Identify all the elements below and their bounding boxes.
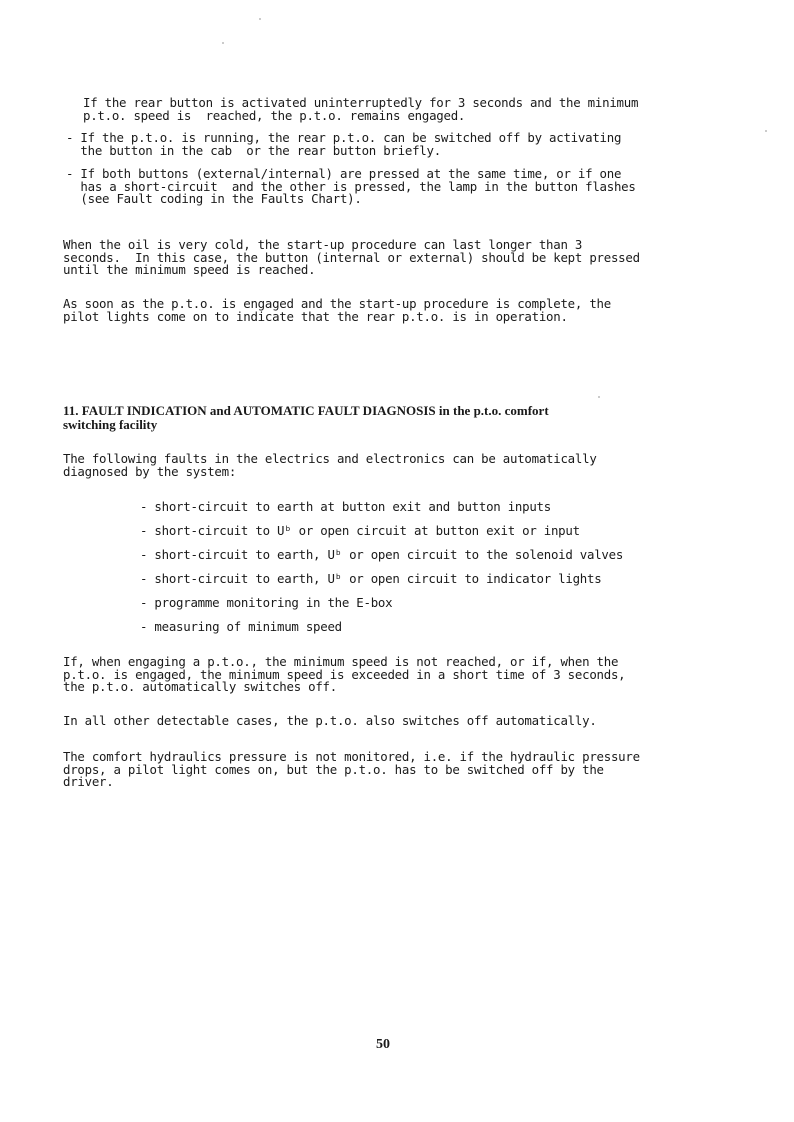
paragraph-faults-intro: The following faults in the electrics and electronics can be automatically diagnosed by the system: [63,451,597,479]
paragraph-pto-running: - If the p.t.o. is running, the rear p.t.o. can be switched off by activating the button in the cab or the rear button briefly. [66,130,622,158]
page-number: 50 [376,1037,390,1052]
list-item: - short-circuit to earth at button exit and button inputs [140,499,551,514]
paragraph-cold-oil: When the oil is very cold, the start-up procedure can last longer than 3 seconds. In this case, the button (internal or external) should be kept pressed until the minimum speed is reached. [63,237,640,277]
paragraph-hydraulics-pressure: The comfort hydraulics pressure is not monitored, i.e. if the hydraulic pressure drops, a pilot light comes on, but the p.t.o. has to be switched off by the driver. [63,749,640,789]
paragraph-rear-button: If the rear button is activated uninterruptedly for 3 seconds and the minimum p.t.o. speed is reached, the p.t.o. remains engaged. [83,95,639,123]
paragraph-other-cases: In all other detectable cases, the p.t.o. also switches off automatically. [63,713,597,728]
list-item: - short-circuit to earth, Uᵇ or open circuit to indicator lights [140,571,602,586]
paragraph-pto-engaged: As soon as the p.t.o. is engaged and the start-up procedure is complete, the pilot lights come on to indicate that the rear p.t.o. is in operation. [63,296,611,324]
section-heading: 11. FAULT INDICATION and AUTOMATIC FAULT DIAGNOSIS in the p.t.o. comfort switching facility [63,403,549,432]
list-item: - short-circuit to earth, Uᵇ or open circuit to the solenoid valves [140,547,624,562]
paragraph-both-buttons: - If both buttons (external/internal) are pressed at the same time, or if one has a short-circuit and the other is pressed, the lamp in the button flashes (see Fault coding in the Faults Chart). [66,166,636,206]
scan-speck [598,396,600,398]
list-item: - short-circuit to Uᵇ or open circuit at button exit or input [140,523,580,538]
scan-speck [765,130,767,132]
scan-speck [259,18,261,20]
paragraph-minimum-speed: If, when engaging a p.t.o., the minimum speed is not reached, or if, when the p.t.o. is engaged, the minimum speed is exceeded in a short time of 3 seconds, the p.t.o. automatically switches off. [63,654,626,694]
scan-speck [222,42,224,44]
list-item: - measuring of minimum speed [140,619,342,634]
list-item: - programme monitoring in the E-box [140,595,393,610]
